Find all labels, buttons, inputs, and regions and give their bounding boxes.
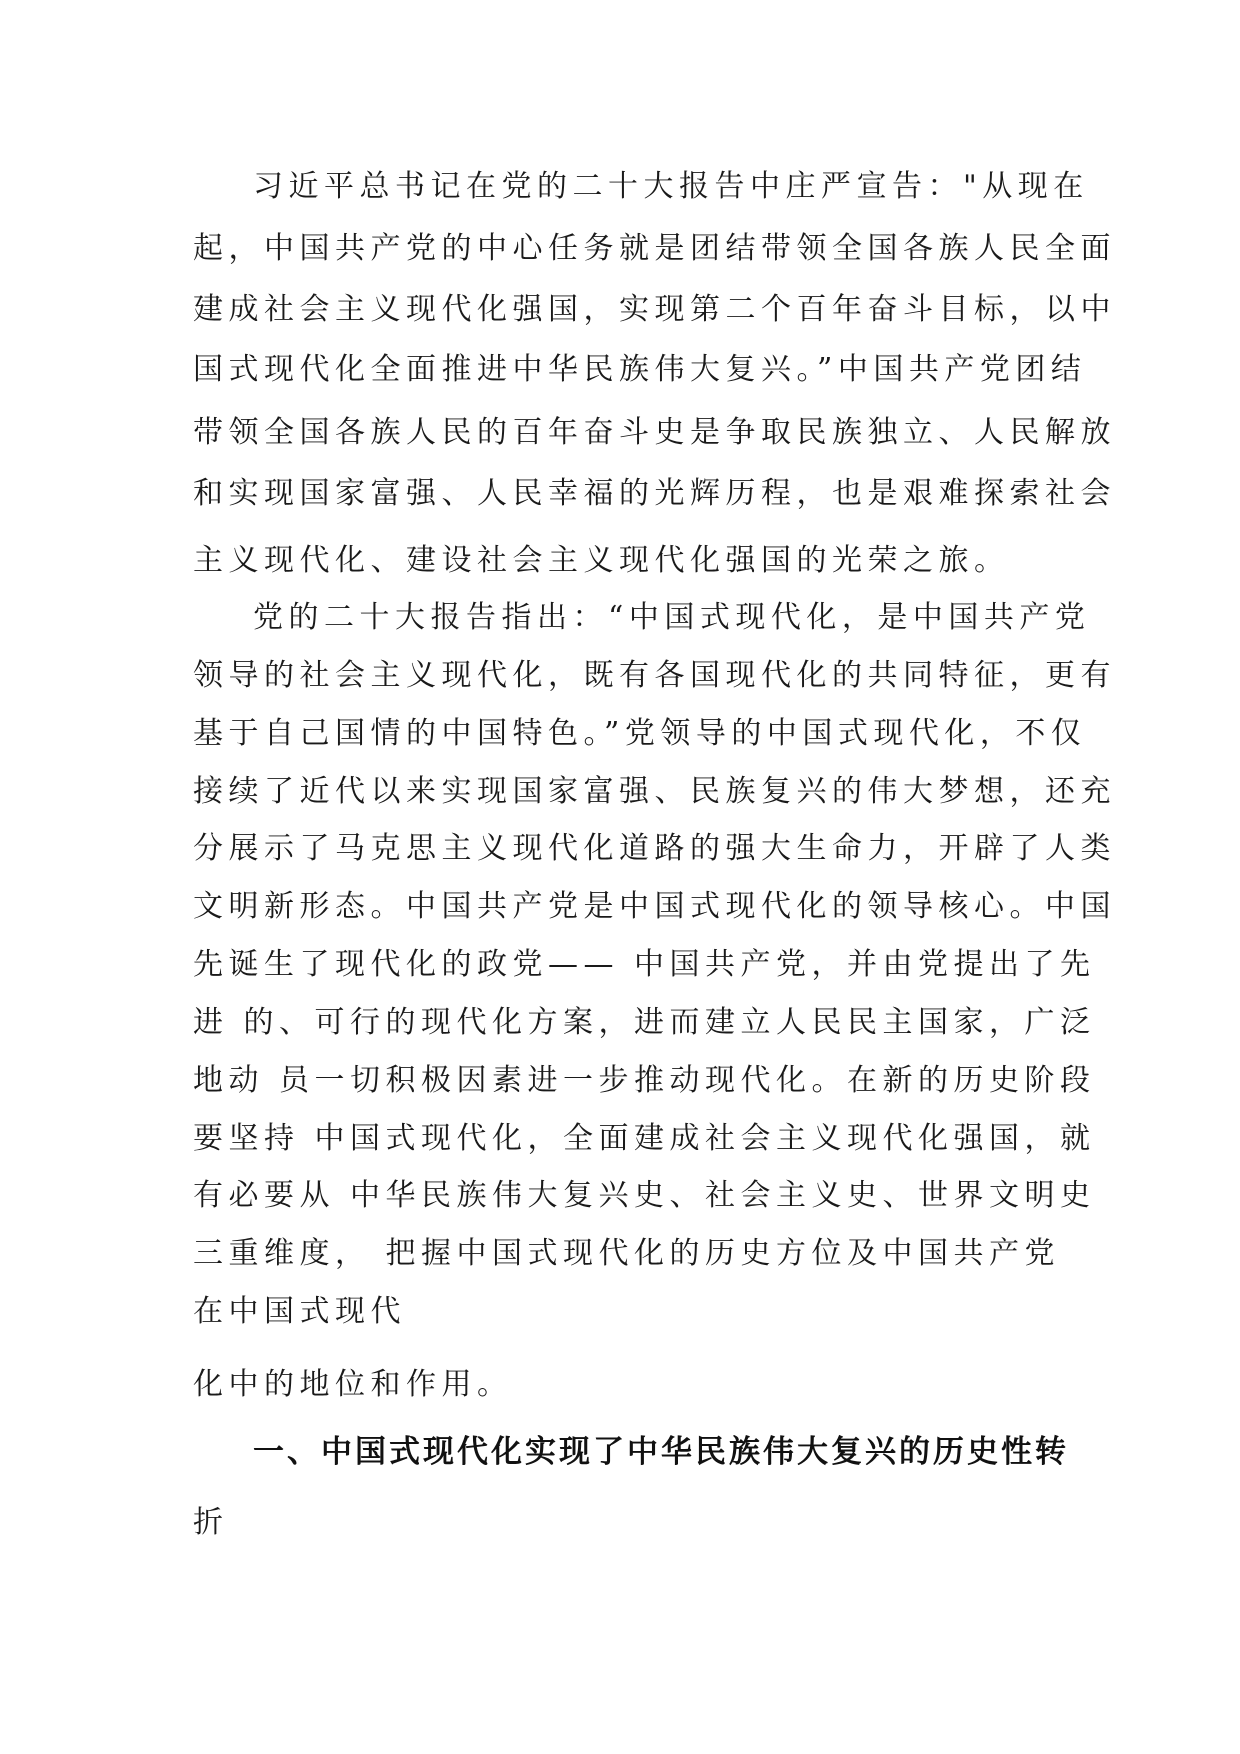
- paragraph-2-line-9: 地动 员一切积极因素进一步推动现代化。在新的历史阶段: [193, 1063, 1096, 1098]
- paragraph-2-line-12: 三重维度， 把握中国式现代化的历史方位及中国共产党: [193, 1236, 1061, 1271]
- paragraph-1-line-4: 国式现代化全面推进中华民族伟大复兴。”中国共产党团结: [193, 352, 1087, 387]
- paragraph-1-line-6: 和实现国家富强、人民幸福的光辉历程，也是艰难探索社会: [193, 476, 1116, 511]
- section-heading-line-1: 一、中国式现代化实现了中华民族伟大复兴的历史性转: [253, 1434, 1069, 1470]
- paragraph-2-line-13: 在中国式现代: [193, 1294, 406, 1329]
- section-heading-line-2: 折: [193, 1505, 229, 1540]
- paragraph-2-line-5: 分展示了马克思主义现代化道路的强大生命力，开辟了人类: [193, 831, 1116, 866]
- paragraph-1-line-5: 带领全国各族人民的百年奋斗史是争取民族独立、人民解放: [193, 415, 1116, 450]
- paragraph-2-line-10: 要坚持 中国式现代化，全面建成社会主义现代化强国，就: [193, 1121, 1096, 1156]
- paragraph-2-line-7: 先诞生了现代化的政党—— 中国共产党，并由党提出了先: [193, 947, 1096, 982]
- paragraph-2-line-3: 基于自己国情的中国特色。”党领导的中国式现代化，不仅: [193, 716, 1087, 751]
- paragraph-1-line-7: 主义现代化、建设社会主义现代化强国的光荣之旅。: [193, 543, 1010, 578]
- paragraph-2-line-8: 进 的、可行的现代化方案，进而建立人民民主国家，广泛: [193, 1005, 1096, 1040]
- paragraph-2-line-2: 领导的社会主义现代化，既有各国现代化的共同特征，更有: [193, 658, 1116, 693]
- paragraph-2-line-4: 接续了近代以来实现国家富强、民族复兴的伟大梦想，还充: [193, 774, 1116, 809]
- paragraph-2-line-1: 党的二十大报告指出：“中国式现代化，是中国共产党: [253, 600, 1091, 635]
- paragraph-1-line-3: 建成社会主义现代化强国，实现第二个百年奋斗目标，以中: [193, 292, 1116, 327]
- paragraph-2-line-11: 有必要从 中华民族伟大复兴史、社会主义史、世界文明史: [193, 1178, 1096, 1213]
- paragraph-2-line-14: 化中的地位和作用。: [193, 1367, 513, 1402]
- paragraph-2-line-6: 文明新形态。中国共产党是中国式现代化的领导核心。中国: [193, 889, 1116, 924]
- paragraph-1-line-1: 习近平总书记在党的二十大报告中庄严宣告："从现在: [253, 169, 1089, 204]
- paragraph-1-line-2: 起，中国共产党的中心任务就是团结带领全国各族人民全面: [193, 231, 1116, 266]
